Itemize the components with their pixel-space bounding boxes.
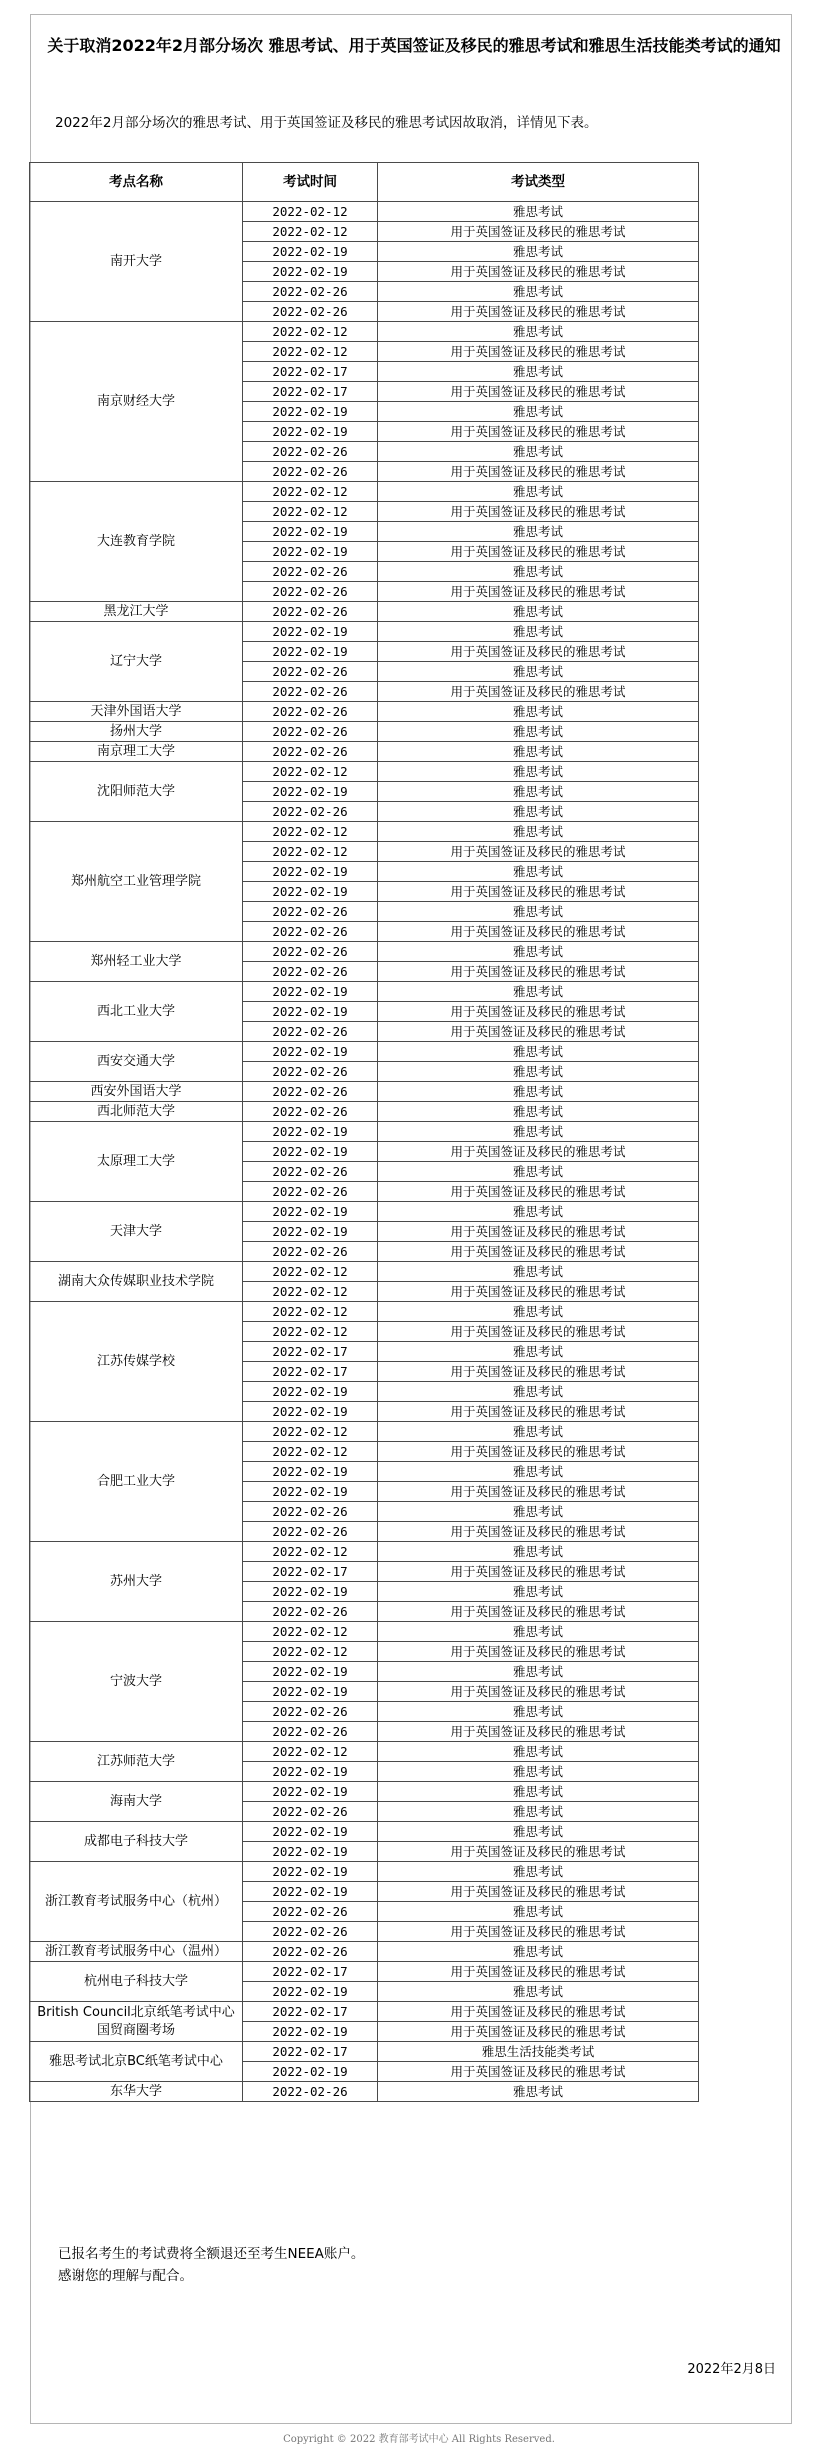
table-row	[30, 762, 699, 782]
table-row	[30, 1082, 699, 1102]
exam-date-cell: 2022-02-19	[243, 1882, 378, 1902]
venue-cell: 西安交通大学	[30, 1042, 243, 1082]
exam-date-cell: 2022-02-26	[243, 562, 378, 582]
exam-date-cell: 2022-02-26	[243, 1162, 378, 1182]
exam-date-cell: 2022-02-19	[243, 2062, 378, 2082]
exam-type-cell: 用于英国签证及移民的雅思考试	[378, 2002, 699, 2022]
exam-type-cell: 用于英国签证及移民的雅思考试	[378, 962, 699, 982]
exam-type-cell: 用于英国签证及移民的雅思考试	[378, 682, 699, 702]
exam-type-cell: 用于英国签证及移民的雅思考试	[378, 1922, 699, 1942]
table-row	[30, 1782, 699, 1802]
exam-type-cell: 雅思考试	[378, 2082, 699, 2102]
venue-cell: 南开大学	[30, 202, 243, 322]
table-row	[30, 1042, 699, 1062]
exam-type-cell: 用于英国签证及移民的雅思考试	[378, 1642, 699, 1662]
venue-cell: 南京理工大学	[30, 742, 243, 762]
exam-type-cell: 雅思考试	[378, 902, 699, 922]
table-row	[30, 1102, 699, 1122]
exam-date-cell: 2022-02-26	[243, 922, 378, 942]
exam-date-cell: 2022-02-12	[243, 202, 378, 222]
exam-type-cell: 雅思考试	[378, 1122, 699, 1142]
exam-date-cell: 2022-02-19	[243, 862, 378, 882]
venue-cell: 天津外国语大学	[30, 702, 243, 722]
exam-type-cell: 雅思考试	[378, 1862, 699, 1882]
exam-type-cell: 用于英国签证及移民的雅思考试	[378, 302, 699, 322]
exam-date-cell: 2022-02-19	[243, 1662, 378, 1682]
exam-type-cell: 雅思考试	[378, 282, 699, 302]
exam-type-cell: 用于英国签证及移民的雅思考试	[378, 1962, 699, 1982]
exam-date-cell: 2022-02-19	[243, 242, 378, 262]
venue-cell: 浙江教育考试服务中心（温州）	[30, 1942, 243, 1962]
exam-date-cell: 2022-02-26	[243, 1702, 378, 1722]
exam-date-cell: 2022-02-26	[243, 682, 378, 702]
exam-type-cell: 雅思考试	[378, 322, 699, 342]
exam-type-cell: 雅思考试	[378, 1462, 699, 1482]
exam-date-cell: 2022-02-19	[243, 622, 378, 642]
venue-cell: 雅思考试北京BC纸笔考试中心	[30, 2042, 243, 2082]
exam-type-cell: 雅思考试	[378, 1202, 699, 1222]
exam-type-cell: 用于英国签证及移民的雅思考试	[378, 1882, 699, 1902]
venue-cell: 郑州轻工业大学	[30, 942, 243, 982]
venue-cell: 西北工业大学	[30, 982, 243, 1042]
notice-intro: 2022年2月部分场次的雅思考试、用于英国签证及移民的雅思考试因故取消，详情见下表。	[55, 115, 598, 131]
table-row	[30, 722, 699, 742]
thanks-note: 感谢您的理解与配合。	[58, 2268, 193, 2284]
exam-type-cell: 用于英国签证及移民的雅思考试	[378, 1242, 699, 1262]
exam-type-cell: 用于英国签证及移民的雅思考试	[378, 542, 699, 562]
exam-date-cell: 2022-02-26	[243, 1522, 378, 1542]
exam-date-cell: 2022-02-19	[243, 1482, 378, 1502]
table-row	[30, 822, 699, 842]
exam-type-cell: 用于英国签证及移民的雅思考试	[378, 1182, 699, 1202]
exam-type-cell: 雅思考试	[378, 602, 699, 622]
exam-type-cell: 用于英国签证及移民的雅思考试	[378, 1022, 699, 1042]
exam-date-cell: 2022-02-19	[243, 522, 378, 542]
venue-cell: 西安外国语大学	[30, 1082, 243, 1102]
venue-cell: 南京财经大学	[30, 322, 243, 482]
exam-date-cell: 2022-02-12	[243, 342, 378, 362]
exam-date-cell: 2022-02-26	[243, 1102, 378, 1122]
exam-type-cell: 雅思生活技能类考试	[378, 2042, 699, 2062]
exam-date-cell: 2022-02-26	[243, 1942, 378, 1962]
exam-date-cell: 2022-02-26	[243, 582, 378, 602]
table-row	[30, 1262, 699, 1282]
exam-date-cell: 2022-02-19	[243, 1782, 378, 1802]
table-row	[30, 1742, 699, 1762]
exam-date-cell: 2022-02-26	[243, 1602, 378, 1622]
table-row	[30, 1962, 699, 1982]
exam-date-cell: 2022-02-19	[243, 1402, 378, 1422]
exam-type-cell: 雅思考试	[378, 562, 699, 582]
venue-cell: 江苏师范大学	[30, 1742, 243, 1782]
exam-date-cell: 2022-02-26	[243, 282, 378, 302]
exam-date-cell: 2022-02-26	[243, 302, 378, 322]
exam-date-cell: 2022-02-26	[243, 602, 378, 622]
table-row	[30, 1622, 699, 1642]
table-row	[30, 1422, 699, 1442]
exam-type-cell: 用于英国签证及移民的雅思考试	[378, 1722, 699, 1742]
venue-cell: 天津大学	[30, 1202, 243, 1262]
exam-type-cell: 用于英国签证及移民的雅思考试	[378, 1362, 699, 1382]
exam-date-cell: 2022-02-19	[243, 542, 378, 562]
table-row	[30, 2082, 699, 2102]
exam-type-cell: 雅思考试	[378, 482, 699, 502]
venue-cell: 东华大学	[30, 2082, 243, 2102]
exam-date-cell: 2022-02-19	[243, 982, 378, 1002]
exam-date-cell: 2022-02-26	[243, 962, 378, 982]
exam-type-cell: 雅思考试	[378, 1702, 699, 1722]
venue-cell: 合肥工业大学	[30, 1422, 243, 1542]
exam-date-cell: 2022-02-19	[243, 1582, 378, 1602]
exam-type-cell: 雅思考试	[378, 1102, 699, 1122]
table-row	[30, 942, 699, 962]
exam-type-cell: 雅思考试	[378, 742, 699, 762]
exam-date-cell: 2022-02-26	[243, 1182, 378, 1202]
exam-date-cell: 2022-02-12	[243, 482, 378, 502]
exam-date-cell: 2022-02-12	[243, 1442, 378, 1462]
exam-type-cell: 雅思考试	[378, 1822, 699, 1842]
exam-date-cell: 2022-02-17	[243, 1962, 378, 1982]
exam-date-cell: 2022-02-19	[243, 422, 378, 442]
exam-date-cell: 2022-02-26	[243, 662, 378, 682]
exam-date-cell: 2022-02-12	[243, 1262, 378, 1282]
exam-type-cell: 雅思考试	[378, 1742, 699, 1762]
exam-type-cell: 用于英国签证及移民的雅思考试	[378, 642, 699, 662]
exam-type-cell: 用于英国签证及移民的雅思考试	[378, 1442, 699, 1462]
exam-type-cell: 雅思考试	[378, 1382, 699, 1402]
exam-date-cell: 2022-02-19	[243, 2022, 378, 2042]
exam-type-cell: 雅思考试	[378, 942, 699, 962]
exam-date-cell: 2022-02-19	[243, 1002, 378, 1022]
exam-date-cell: 2022-02-17	[243, 1362, 378, 1382]
exam-type-cell: 雅思考试	[378, 982, 699, 1002]
exam-date-cell: 2022-02-26	[243, 2082, 378, 2102]
exam-date-cell: 2022-02-19	[243, 1822, 378, 1842]
exam-date-cell: 2022-02-26	[243, 1802, 378, 1822]
venue-cell: 宁波大学	[30, 1622, 243, 1742]
exam-date-cell: 2022-02-12	[243, 502, 378, 522]
exam-date-cell: 2022-02-19	[243, 1862, 378, 1882]
exam-type-cell: 雅思考试	[378, 242, 699, 262]
header-date: 考试时间	[243, 163, 378, 202]
exam-date-cell: 2022-02-19	[243, 882, 378, 902]
exam-date-cell: 2022-02-26	[243, 1062, 378, 1082]
exam-date-cell: 2022-02-12	[243, 222, 378, 242]
venue-cell: 辽宁大学	[30, 622, 243, 702]
venue-cell: 太原理工大学	[30, 1122, 243, 1202]
exam-type-cell: 雅思考试	[378, 1422, 699, 1442]
exam-date-cell: 2022-02-19	[243, 402, 378, 422]
header-venue: 考点名称	[30, 163, 243, 202]
table-row	[30, 2002, 699, 2022]
exam-date-cell: 2022-02-19	[243, 1122, 378, 1142]
exam-date-cell: 2022-02-12	[243, 322, 378, 342]
refund-note: 已报名考生的考试费将全额退还至考生NEEA账户。	[58, 2246, 365, 2262]
exam-date-cell: 2022-02-12	[243, 1742, 378, 1762]
exam-date-cell: 2022-02-26	[243, 1902, 378, 1922]
exam-date-cell: 2022-02-12	[243, 1302, 378, 1322]
exam-type-cell: 用于英国签证及移民的雅思考试	[378, 1602, 699, 1622]
exam-date-cell: 2022-02-12	[243, 842, 378, 862]
venue-cell: 海南大学	[30, 1782, 243, 1822]
exam-date-cell: 2022-02-26	[243, 1082, 378, 1102]
exam-type-cell: 雅思考试	[378, 1762, 699, 1782]
exam-type-cell: 用于英国签证及移民的雅思考试	[378, 1322, 699, 1342]
table-row	[30, 1202, 699, 1222]
exam-date-cell: 2022-02-26	[243, 462, 378, 482]
table-body	[30, 202, 699, 2102]
exam-date-cell: 2022-02-12	[243, 1322, 378, 1342]
exam-type-cell: 雅思考试	[378, 1942, 699, 1962]
exam-date-cell: 2022-02-19	[243, 1842, 378, 1862]
exam-type-cell: 雅思考试	[378, 362, 699, 382]
exam-date-cell: 2022-02-26	[243, 1922, 378, 1942]
venue-cell: 湖南大众传媒职业技术学院	[30, 1262, 243, 1302]
exam-type-cell: 用于英国签证及移民的雅思考试	[378, 1282, 699, 1302]
exam-type-cell: 雅思考试	[378, 1262, 699, 1282]
exam-type-cell: 雅思考试	[378, 662, 699, 682]
exam-date-cell: 2022-02-17	[243, 362, 378, 382]
exam-type-cell: 用于英国签证及移民的雅思考试	[378, 582, 699, 602]
exam-date-cell: 2022-02-26	[243, 722, 378, 742]
exam-type-cell: 用于英国签证及移民的雅思考试	[378, 1482, 699, 1502]
exam-type-cell: 用于英国签证及移民的雅思考试	[378, 1682, 699, 1702]
table-row	[30, 602, 699, 622]
exam-date-cell: 2022-02-19	[243, 1142, 378, 1162]
exam-date-cell: 2022-02-19	[243, 1202, 378, 1222]
venue-cell: 沈阳师范大学	[30, 762, 243, 822]
exam-date-cell: 2022-02-12	[243, 1642, 378, 1662]
exam-type-cell: 雅思考试	[378, 1342, 699, 1362]
exam-date-cell: 2022-02-26	[243, 942, 378, 962]
notice-title: 关于取消2022年2月部分场次 雅思考试、用于英国签证及移民的雅思考试和雅思生活技能类考试的通知	[47, 36, 781, 55]
exam-type-cell: 雅思考试	[378, 782, 699, 802]
exam-type-cell: 雅思考试	[378, 1622, 699, 1642]
exam-type-cell: 用于英国签证及移民的雅思考试	[378, 2022, 699, 2042]
exam-type-cell: 用于英国签证及移民的雅思考试	[378, 1002, 699, 1022]
exam-type-cell: 雅思考试	[378, 1502, 699, 1522]
exam-date-cell: 2022-02-17	[243, 2042, 378, 2062]
exam-type-cell: 雅思考试	[378, 1982, 699, 2002]
exam-type-cell: 雅思考试	[378, 862, 699, 882]
venue-cell: 大连教育学院	[30, 482, 243, 602]
exam-type-cell: 雅思考试	[378, 1902, 699, 1922]
exam-type-cell: 用于英国签证及移民的雅思考试	[378, 922, 699, 942]
exam-type-cell: 雅思考试	[378, 1582, 699, 1602]
exam-type-cell: 雅思考试	[378, 722, 699, 742]
exam-date-cell: 2022-02-17	[243, 382, 378, 402]
exam-type-cell: 雅思考试	[378, 1042, 699, 1062]
exam-type-cell: 雅思考试	[378, 1542, 699, 1562]
exam-type-cell: 用于英国签证及移民的雅思考试	[378, 462, 699, 482]
table-row	[30, 322, 699, 342]
exam-date-cell: 2022-02-17	[243, 1342, 378, 1362]
exam-date-cell: 2022-02-26	[243, 1502, 378, 1522]
exam-type-cell: 用于英国签证及移民的雅思考试	[378, 382, 699, 402]
exam-type-cell: 用于英国签证及移民的雅思考试	[378, 422, 699, 442]
exam-date-cell: 2022-02-26	[243, 742, 378, 762]
notice-date: 2022年2月8日	[687, 2362, 776, 2377]
exam-date-cell: 2022-02-19	[243, 1382, 378, 1402]
exam-date-cell: 2022-02-26	[243, 1722, 378, 1742]
exam-type-cell: 用于英国签证及移民的雅思考试	[378, 262, 699, 282]
exam-type-cell: 雅思考试	[378, 1162, 699, 1182]
exam-type-cell: 雅思考试	[378, 1802, 699, 1822]
exam-type-cell: 用于英国签证及移民的雅思考试	[378, 1562, 699, 1582]
exam-type-cell: 雅思考试	[378, 622, 699, 642]
table-row	[30, 1942, 699, 1962]
venue-cell: British Council北京纸笔考试中心国贸商圈考场	[30, 2002, 243, 2042]
table-row	[30, 982, 699, 1002]
exam-type-cell: 雅思考试	[378, 822, 699, 842]
exam-type-cell: 用于英国签证及移民的雅思考试	[378, 342, 699, 362]
table-row	[30, 1862, 699, 1882]
exam-date-cell: 2022-02-17	[243, 2002, 378, 2022]
exam-date-cell: 2022-02-19	[243, 1762, 378, 1782]
table-row	[30, 1122, 699, 1142]
exam-type-cell: 用于英国签证及移民的雅思考试	[378, 1522, 699, 1542]
venue-cell: 西北师范大学	[30, 1102, 243, 1122]
table-row	[30, 1542, 699, 1562]
copyright: Copyright © 2022 教育部考试中心 All Rights Reserved.	[283, 2434, 555, 2445]
venue-cell: 江苏传媒学校	[30, 1302, 243, 1422]
exam-type-cell: 雅思考试	[378, 1062, 699, 1082]
table-row	[30, 2042, 699, 2062]
exam-date-cell: 2022-02-19	[243, 1222, 378, 1242]
table-row	[30, 202, 699, 222]
exam-type-cell: 雅思考试	[378, 1302, 699, 1322]
exam-date-cell: 2022-02-19	[243, 1682, 378, 1702]
table-row	[30, 482, 699, 502]
venue-cell: 郑州航空工业管理学院	[30, 822, 243, 942]
venue-cell: 成都电子科技大学	[30, 1822, 243, 1862]
exam-date-cell: 2022-02-26	[243, 802, 378, 822]
exam-type-cell: 雅思考试	[378, 802, 699, 822]
exam-type-cell: 雅思考试	[378, 762, 699, 782]
exam-type-cell: 用于英国签证及移民的雅思考试	[378, 1402, 699, 1422]
exam-type-cell: 用于英国签证及移民的雅思考试	[378, 1222, 699, 1242]
exam-date-cell: 2022-02-19	[243, 1982, 378, 2002]
table-row	[30, 702, 699, 722]
exam-date-cell: 2022-02-12	[243, 762, 378, 782]
exam-type-cell: 用于英国签证及移民的雅思考试	[378, 222, 699, 242]
exam-date-cell: 2022-02-26	[243, 702, 378, 722]
exam-date-cell: 2022-02-12	[243, 1282, 378, 1302]
table-header-row	[30, 163, 699, 202]
exam-date-cell: 2022-02-19	[243, 1462, 378, 1482]
exam-type-cell: 用于英国签证及移民的雅思考试	[378, 882, 699, 902]
exam-type-cell: 雅思考试	[378, 702, 699, 722]
venue-cell: 黑龙江大学	[30, 602, 243, 622]
exam-type-cell: 雅思考试	[378, 442, 699, 462]
exam-type-cell: 雅思考试	[378, 522, 699, 542]
exam-date-cell: 2022-02-19	[243, 782, 378, 802]
exam-date-cell: 2022-02-12	[243, 822, 378, 842]
table-row	[30, 742, 699, 762]
venue-cell: 扬州大学	[30, 722, 243, 742]
exam-type-cell: 雅思考试	[378, 1782, 699, 1802]
exam-date-cell: 2022-02-19	[243, 1042, 378, 1062]
exam-type-cell: 雅思考试	[378, 1082, 699, 1102]
exam-type-cell: 雅思考试	[378, 1662, 699, 1682]
exam-type-cell: 用于英国签证及移民的雅思考试	[378, 842, 699, 862]
header-type: 考试类型	[378, 163, 699, 202]
exam-date-cell: 2022-02-26	[243, 1022, 378, 1042]
exam-date-cell: 2022-02-12	[243, 1542, 378, 1562]
venue-cell: 杭州电子科技大学	[30, 1962, 243, 2002]
exam-date-cell: 2022-02-12	[243, 1422, 378, 1442]
exam-date-cell: 2022-02-17	[243, 1562, 378, 1582]
table-row	[30, 1822, 699, 1842]
exam-type-cell: 雅思考试	[378, 202, 699, 222]
exam-type-cell: 用于英国签证及移民的雅思考试	[378, 1142, 699, 1162]
cancellation-table	[29, 162, 699, 2102]
footer-note	[58, 2243, 364, 2287]
exam-type-cell: 用于英国签证及移民的雅思考试	[378, 1842, 699, 1862]
exam-date-cell: 2022-02-26	[243, 1242, 378, 1262]
exam-date-cell: 2022-02-12	[243, 1622, 378, 1642]
exam-type-cell: 用于英国签证及移民的雅思考试	[378, 502, 699, 522]
table-row	[30, 1302, 699, 1322]
venue-cell: 浙江教育考试服务中心（杭州）	[30, 1862, 243, 1942]
table-row	[30, 622, 699, 642]
exam-date-cell: 2022-02-26	[243, 442, 378, 462]
exam-type-cell: 用于英国签证及移民的雅思考试	[378, 2062, 699, 2082]
exam-type-cell: 雅思考试	[378, 402, 699, 422]
exam-date-cell: 2022-02-26	[243, 902, 378, 922]
venue-cell: 苏州大学	[30, 1542, 243, 1622]
exam-date-cell: 2022-02-19	[243, 642, 378, 662]
exam-date-cell: 2022-02-19	[243, 262, 378, 282]
